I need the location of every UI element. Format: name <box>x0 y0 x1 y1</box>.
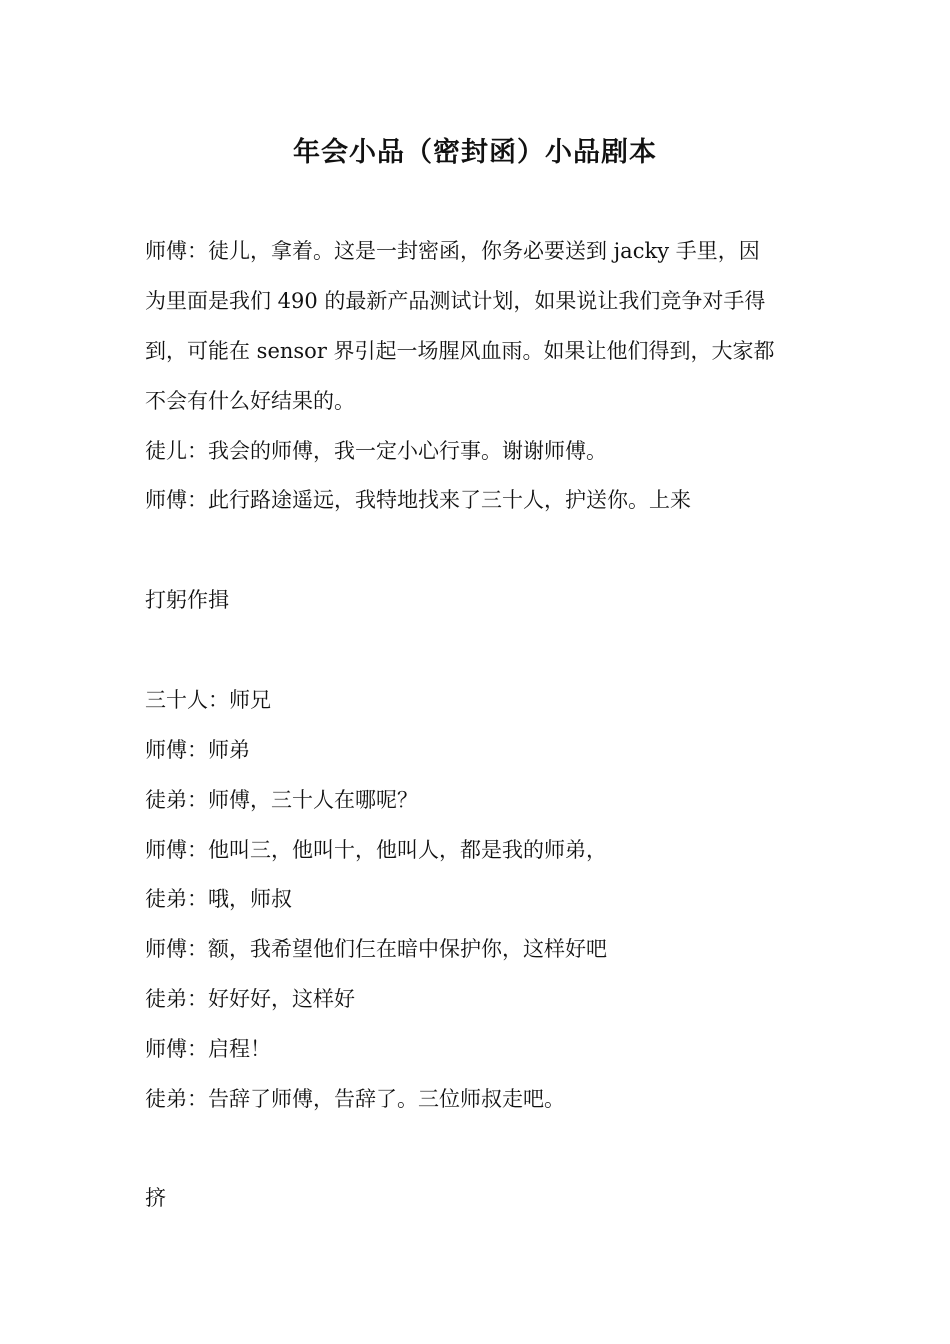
script-line: 到，可能在 sensor 界引起一场腥风血雨。如果让他们得到，大家都 <box>145 339 775 363</box>
script-line: 三十人：师兄 <box>145 688 271 712</box>
stage-direction: 打躬作揖 <box>145 588 229 612</box>
stage-direction: 挤 <box>145 1186 166 1210</box>
script-line: 师傅：启程！ <box>145 1037 271 1061</box>
script-line: 徒弟：好好好，这样好 <box>145 987 355 1011</box>
script-line: 师傅：额，我希望他们仨在暗中保护你，这样好吧 <box>145 937 607 961</box>
script-line: 为里面是我们 490 的最新产品测试计划，如果说让我们竞争对手得 <box>145 289 766 313</box>
script-line: 师傅：师弟 <box>145 738 250 762</box>
script-line: 不会有什么好结果的。 <box>145 389 355 413</box>
script-line: 徒弟：师傅，三十人在哪呢？ <box>145 788 418 812</box>
script-line: 师傅：他叫三，他叫十，他叫人，都是我的师弟， <box>145 838 607 862</box>
script-line: 师傅：此行路途遥远，我特地找来了三十人，护送你。上来 <box>145 488 691 512</box>
script-line: 徒弟：哦，师叔 <box>145 887 292 911</box>
script-line: 徒儿：我会的师傅，我一定小心行事。谢谢师傅。 <box>145 439 607 463</box>
page-title: 年会小品（密封函）小品剧本 <box>293 137 657 168</box>
script-line: 师傅：徒儿，拿着。这是一封密函，你务必要送到 jacky 手里，因 <box>145 239 760 263</box>
script-line: 徒弟：告辞了师傅，告辞了。三位师叔走吧。 <box>145 1087 565 1111</box>
